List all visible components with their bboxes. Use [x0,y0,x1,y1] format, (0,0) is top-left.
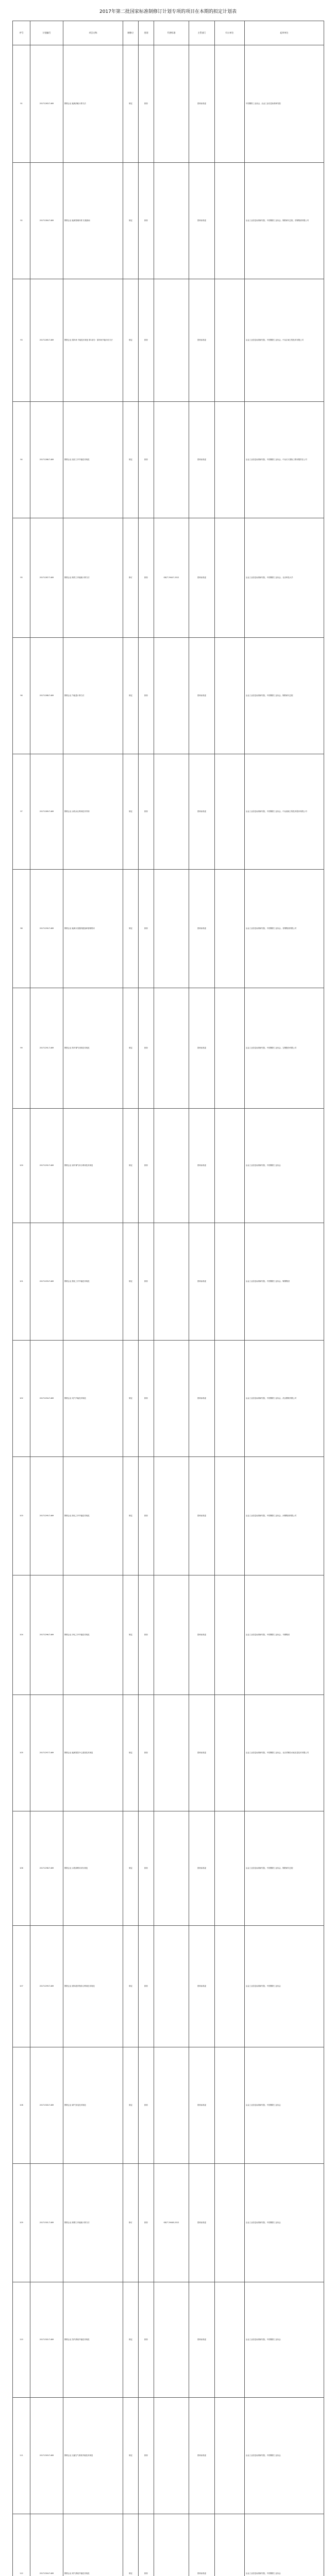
cell-plan-number: 20171301-T-469 [30,2164,63,2282]
cell-plan-number: 20171295-T-469 [30,1457,63,1575]
cell-index: 102 [13,1341,30,1457]
cell-revision-type: 制定 [123,279,139,402]
table-row [13,754,324,870]
cell-technical-committee [215,45,245,163]
cell-category: 推荐 [139,45,154,163]
col-header: 制修订 [123,21,139,45]
cell-department: 国家标准委 [189,2398,215,2514]
cell-replaces [154,2047,189,2164]
cell-technical-committee [215,988,245,1109]
table-row [13,1223,324,1341]
document-title: 2017年第二批国家标准制修订计划专项的项目在本期的拟定计划表 [99,9,237,14]
cell-revision-type: 制定 [123,2047,139,2164]
cell-drafting-unit: 冶金工业信息标准研究院、中国钢铁工业协会、中冶京诚工程技术有限公司 [245,279,324,402]
cell-index: 103 [13,1457,30,1575]
cell-plan-number: 20171302-T-469 [30,2282,63,2398]
table-body [13,45,324,2576]
cell-index: 97 [13,754,30,870]
cell-revision-type: 制定 [123,988,139,1109]
cell-revision-type: 制定 [123,1695,139,1811]
table-row [13,45,324,163]
cell-replaces: GB/T 29447-2012 [154,518,189,638]
cell-revision-type: 制定 [123,1457,139,1575]
cell-project-name: 钢铁企业 能源管控中心建设技术规范 [63,1695,123,1811]
cell-replaces [154,1223,189,1341]
cell-project-name: 钢铁企业 原料场 节能技术规范 第1部分：原料场节能评价方法 [63,279,123,402]
table-row [13,2514,324,2576]
cell-drafting-unit: 冶金工业信息标准研究院、中国钢铁工业协会、钢铁研究总院 [245,1811,324,1926]
cell-replaces [154,45,189,163]
cell-project-name: 钢铁企业 焦化工序节能技术规范 [63,1223,123,1341]
cell-plan-number: 20171297-T-469 [30,1695,63,1811]
cell-department: 国家标准委 [189,754,215,870]
table-row [13,1457,324,1575]
cell-project-name: 钢铁企业 冷轧工序节能技术规范 [63,1575,123,1695]
cell-category: 推荐 [139,2514,154,2576]
cell-revision-type: 制定 [123,402,139,518]
table-row [13,1926,324,2047]
cell-project-name: 钢铁企业 节能量计算方法 [63,638,123,754]
cell-drafting-unit: 冶金工业信息标准研究院、中国钢铁工业协会 [245,1926,324,2047]
col-header: 归口单位 [215,21,245,45]
cell-plan-number: 20171293-T-469 [30,1223,63,1341]
cell-plan-number: 20171298-T-469 [30,1811,63,1926]
col-header: 类别 [139,21,154,45]
table-row [13,2282,324,2398]
cell-drafting-unit: 冶金工业信息标准研究院、中国钢铁工业协会、河钢集团有限公司 [245,1457,324,1575]
cell-category: 推荐 [139,1575,154,1695]
cell-index: 105 [13,1695,30,1811]
cell-technical-committee [215,1341,245,1457]
cell-revision-type: 制定 [123,2514,139,2576]
cell-index: 104 [13,1575,30,1695]
cell-plan-number: 20171285-T-469 [30,279,63,402]
cell-technical-committee [215,1811,245,1926]
cell-category: 推荐 [139,638,154,754]
col-header: 代替标准 [154,21,189,45]
cell-plan-number: 20171289-T-469 [30,754,63,870]
cell-category: 推荐 [139,163,154,279]
cell-category: 推荐 [139,1109,154,1223]
cell-department: 国家标准委 [189,2282,215,2398]
cell-department: 国家标准委 [189,279,215,402]
cell-replaces: GB/T 29448-2012 [154,2164,189,2282]
table-row [13,1109,324,1223]
cell-technical-committee [215,754,245,870]
cell-technical-committee [215,2047,245,2164]
cell-project-name: 钢铁企业 高炉煤气综合利用技术规范 [63,1109,123,1223]
cell-department: 国家标准委 [189,638,215,754]
cell-replaces [154,2514,189,2576]
table-row [13,1575,324,1695]
cell-drafting-unit: 冶金工业信息标准研究院、中国钢铁工业协会、中冶长天国际工程有限责任公司 [245,402,324,518]
cell-plan-number: 20171283-T-469 [30,45,63,163]
cell-department: 国家标准委 [189,45,215,163]
table-row [13,870,324,988]
table-row [13,988,324,1109]
cell-category: 推荐 [139,2164,154,2282]
table-row [13,638,324,754]
cell-plan-number: 20171291-T-469 [30,988,63,1109]
cell-plan-number: 20171284-T-469 [30,163,63,279]
cell-project-name: 钢铁企业 转炉煤气回收技术规范 [63,988,123,1109]
cell-drafting-unit: 冶金工业信息标准研究院、中国钢铁工业协会、北京首钢自动化信息技术有限公司 [245,1695,324,1811]
cell-revision-type: 制定 [123,638,139,754]
cell-replaces [154,279,189,402]
cell-department: 国家标准委 [189,1109,215,1223]
cell-category: 推荐 [139,2282,154,2398]
cell-category: 推荐 [139,1341,154,1457]
table-row [13,2164,324,2282]
cell-revision-type: 制定 [123,1341,139,1457]
table-row [13,2398,324,2514]
cell-drafting-unit: 冶金工业信息标准研究院、中国钢铁工业协会 [245,2514,324,2576]
cell-index: 109 [13,2164,30,2282]
cell-drafting-unit: 冶金工业信息标准研究院、中国钢铁工业协会、钢铁研究总院、首钢集团有限公司 [245,163,324,279]
cell-plan-number: 20171294-T-469 [30,1341,63,1457]
cell-drafting-unit: 冶金工业信息标准研究院、中国钢铁工业协会、北京科技大学 [245,518,324,638]
cell-index: 112 [13,2514,30,2576]
cell-department: 国家标准委 [189,1223,215,1341]
table-row [13,1341,324,1457]
cell-revision-type: 制定 [123,45,139,163]
cell-index: 92 [13,163,30,279]
cell-replaces [154,1811,189,1926]
cell-project-name: 钢铁企业 蒸汽系统节能技术规范 [63,2282,123,2398]
cell-project-name: 钢铁企业 能源消耗计算方法 [63,45,123,163]
cell-plan-number: 20171290-T-469 [30,870,63,988]
cell-index: 108 [13,2047,30,2164]
cell-revision-type: 制定 [123,870,139,988]
cell-drafting-unit: 冶金工业信息标准研究院、中国钢铁工业协会、马钢集团 [245,1575,324,1695]
cell-technical-committee [215,2514,245,2576]
cell-category: 推荐 [139,2398,154,2514]
cell-project-name: 钢铁企业 炼铁工序能耗计算方法 [63,518,123,638]
cell-category: 推荐 [139,518,154,638]
cell-technical-committee [215,2164,245,2282]
cell-project-name: 钢铁企业 能源计量器具配备和管理要求 [63,870,123,988]
cell-index: 106 [13,1811,30,1926]
cell-replaces [154,754,189,870]
col-header: 计划编号 [30,21,63,45]
cell-project-name: 钢铁企业 氧气系统节能技术规范 [63,2514,123,2576]
table-row [13,1695,324,1811]
cell-category: 推荐 [139,1457,154,1575]
cell-replaces [154,638,189,754]
cell-index: 101 [13,1223,30,1341]
cell-index: 100 [13,1109,30,1223]
cell-category: 推荐 [139,988,154,1109]
cell-drafting-unit: 冶金工业信息标准研究院、中国钢铁工业协会、首钢集团有限公司 [245,870,324,988]
col-header: 序号 [13,21,30,45]
cell-replaces [154,988,189,1109]
cell-drafting-unit: 冶金工业信息标准研究院、中国钢铁工业协会、宝钢股份有限公司 [245,988,324,1109]
table-row [13,2047,324,2164]
cell-category: 推荐 [139,754,154,870]
col-header: 主管部门 [189,21,215,45]
cell-project-name: 钢铁企业 煤气发电技术规范 [63,2047,123,2164]
cell-revision-type: 制定 [123,754,139,870]
cell-index: 93 [13,279,30,402]
cell-index: 94 [13,402,30,518]
col-header: 项目名称 [63,21,123,45]
cell-technical-committee [215,2282,245,2398]
cell-revision-type: 修订 [123,518,139,638]
cell-department: 国家标准委 [189,1811,215,1926]
cell-project-name: 钢铁企业 水资源利用评价规范 [63,1811,123,1926]
cell-replaces [154,1341,189,1457]
cell-plan-number: 20171296-T-469 [30,1575,63,1695]
cell-index: 96 [13,638,30,754]
cell-technical-committee [215,1695,245,1811]
cell-category: 推荐 [139,1695,154,1811]
cell-index: 95 [13,518,30,638]
cell-technical-committee [215,1575,245,1695]
table-header-row [13,21,324,45]
cell-department: 国家标准委 [189,402,215,518]
cell-department: 国家标准委 [189,163,215,279]
cell-plan-number: 20171286-T-469 [30,402,63,518]
cell-replaces [154,1457,189,1575]
cell-drafting-unit: 冶金工业信息标准研究院、中国钢铁工业协会 [245,2164,324,2282]
table-row [13,518,324,638]
cell-replaces [154,2398,189,2514]
cell-project-name: 钢铁企业 能源管理体系 实施指南 [63,163,123,279]
table-row [13,1811,324,1926]
cell-plan-number: 20171299-T-469 [30,1926,63,2047]
cell-department: 国家标准委 [189,1341,215,1457]
cell-revision-type: 制定 [123,2398,139,2514]
cell-project-name: 钢铁企业 压缩空气系统节能技术规范 [63,2398,123,2514]
cell-category: 推荐 [139,870,154,988]
cell-index: 111 [13,2398,30,2514]
cell-technical-committee [215,1109,245,1223]
table-row [13,163,324,279]
cell-category: 推荐 [139,402,154,518]
cell-replaces [154,870,189,988]
cell-plan-number: 20171303-T-469 [30,2398,63,2514]
cell-project-name: 钢铁企业 烧结工序节能技术规范 [63,402,123,518]
cell-department: 国家标准委 [189,518,215,638]
cell-replaces [154,2282,189,2398]
cell-drafting-unit: 冶金工业信息标准研究院、中国钢铁工业协会、中冶赛迪工程技术股份有限公司 [245,754,324,870]
cell-technical-committee [215,2398,245,2514]
cell-index: 99 [13,988,30,1109]
table-row [13,402,324,518]
cell-project-name: 钢铁企业 电气节能技术规范 [63,1341,123,1457]
cell-technical-committee [215,279,245,402]
cell-technical-committee [215,638,245,754]
cell-revision-type: 制定 [123,2282,139,2398]
cell-project-name: 钢铁企业 余热余压利用技术导则 [63,754,123,870]
cell-department: 国家标准委 [189,1695,215,1811]
cell-plan-number: 20171300-T-469 [30,2047,63,2164]
cell-technical-committee [215,1223,245,1341]
cell-project-name: 钢铁企业 固体废弃物综合利用技术规范 [63,1926,123,2047]
cell-department: 国家标准委 [189,1575,215,1695]
cell-department: 国家标准委 [189,2164,215,2282]
cell-plan-number: 20171292-T-469 [30,1109,63,1223]
cell-revision-type: 制定 [123,1811,139,1926]
cell-project-name: 钢铁企业 热轧工序节能技术规范 [63,1457,123,1575]
cell-replaces [154,402,189,518]
table-row [13,279,324,402]
cell-department: 国家标准委 [189,1457,215,1575]
cell-drafting-unit: 冶金工业信息标准研究院、中国钢铁工业协会 [245,1109,324,1223]
cell-replaces [154,163,189,279]
cell-category: 推荐 [139,2047,154,2164]
cell-drafting-unit: 冶金工业信息标准研究院、中国钢铁工业协会、钢铁研究总院 [245,638,324,754]
cell-category: 推荐 [139,1811,154,1926]
cell-index: 110 [13,2282,30,2398]
col-header: 起草单位 [245,21,324,45]
cell-drafting-unit: 冶金工业信息标准研究院、中国钢铁工业协会、鞍钢集团 [245,1223,324,1341]
cell-revision-type: 制定 [123,163,139,279]
cell-technical-committee [215,163,245,279]
cell-revision-type: 制定 [123,1109,139,1223]
cell-index: 98 [13,870,30,988]
cell-drafting-unit: 中国钢铁工业协会、冶金工业信息标准研究院 [245,45,324,163]
cell-index: 91 [13,45,30,163]
cell-department: 国家标准委 [189,870,215,988]
cell-replaces [154,1109,189,1223]
cell-replaces [154,1575,189,1695]
cell-department: 国家标准委 [189,2514,215,2576]
cell-revision-type: 制定 [123,1926,139,2047]
cell-technical-committee [215,518,245,638]
cell-drafting-unit: 冶金工业信息标准研究院、中国钢铁工业协会 [245,2282,324,2398]
cell-plan-number: 20171288-T-469 [30,638,63,754]
cell-category: 推荐 [139,279,154,402]
cell-category: 推荐 [139,1926,154,2047]
cell-index: 107 [13,1926,30,2047]
cell-revision-type: 制定 [123,1575,139,1695]
cell-plan-number: 20171287-T-469 [30,518,63,638]
cell-department: 国家标准委 [189,988,215,1109]
cell-drafting-unit: 冶金工业信息标准研究院、中国钢铁工业协会、武汉钢铁有限公司 [245,1341,324,1457]
cell-department: 国家标准委 [189,1926,215,2047]
cell-replaces [154,1695,189,1811]
cell-technical-committee [215,870,245,988]
cell-technical-committee [215,1457,245,1575]
cell-technical-committee [215,1926,245,2047]
cell-department: 国家标准委 [189,2047,215,2164]
cell-category: 推荐 [139,1223,154,1341]
plan-table [12,21,324,2576]
cell-revision-type: 修订 [123,2164,139,2282]
cell-project-name: 钢铁企业 炼钢工序能耗计算方法 [63,2164,123,2282]
cell-technical-committee [215,402,245,518]
cell-replaces [154,1926,189,2047]
cell-drafting-unit: 冶金工业信息标准研究院、中国钢铁工业协会 [245,2398,324,2514]
cell-revision-type: 制定 [123,1223,139,1341]
cell-plan-number: 20171304-T-469 [30,2514,63,2576]
cell-drafting-unit: 冶金工业信息标准研究院、中国钢铁工业协会 [245,2047,324,2164]
